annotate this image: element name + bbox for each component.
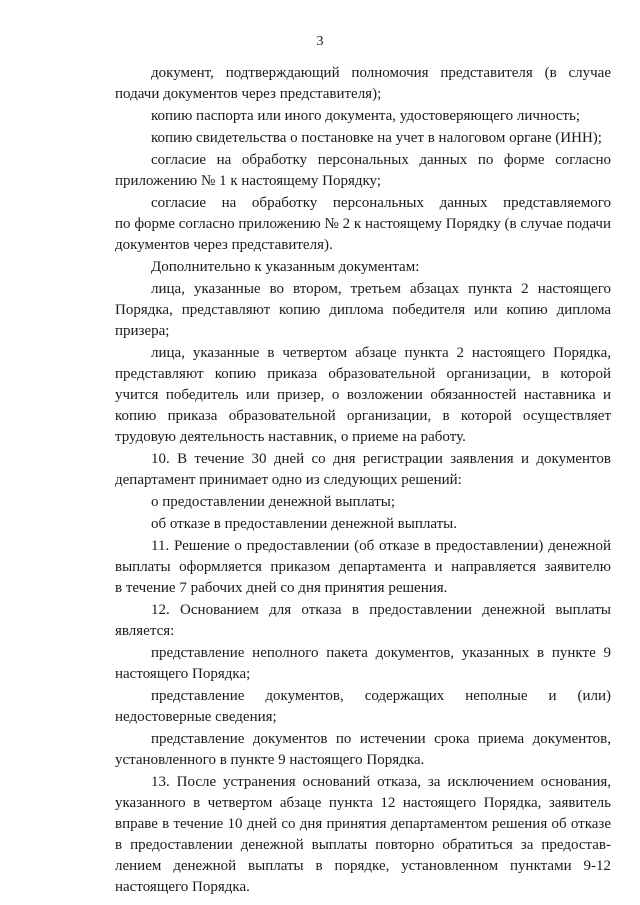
- text-line: указанного в четвертом абзаце пункта 12 настоящего Порядка, заявитель: [115, 795, 611, 811]
- text-line: об отказе в предоставлении денежной выплаты.: [151, 516, 457, 532]
- text-line: в предоставлении денежной выплаты повторно обратиться за предостав-: [115, 837, 611, 853]
- paragraph: [115, 128, 611, 149]
- paragraph: [115, 193, 611, 256]
- paragraph: [115, 106, 611, 127]
- paragraph: [115, 63, 611, 105]
- text-line: 11. Решение о предоставлении (об отказе в предоставлении) денежной: [151, 538, 611, 554]
- text-line: лица, указанные в четвертом абзаце пункта 2 настоящего Порядка,: [151, 345, 611, 361]
- paragraph: [115, 492, 611, 513]
- text-line: приложению № 1 к настоящему Порядку;: [115, 173, 382, 189]
- text-line: копию паспорта или иного документа, удостоверяющего личность;: [151, 108, 581, 124]
- text-line: недостоверные сведения;: [115, 709, 277, 725]
- text-line: учится победитель или призер, о возложении обязанностей наставника и: [115, 387, 611, 403]
- paragraph: [115, 686, 611, 728]
- text-line: настоящего Порядка;: [115, 666, 251, 682]
- text-line: в течение 7 рабочих дней со дня принятия решения.: [115, 580, 448, 596]
- text-line: настоящего Порядка.: [115, 879, 250, 895]
- text-line: выплаты оформляется приказом департамента и направляется заявителю: [115, 559, 611, 575]
- paragraph: [115, 449, 611, 491]
- text-line: вправе в течение 10 дней со дня принятия департаментом решения об отказе: [115, 816, 611, 832]
- text-line: копию свидетельства о постановке на учет в налоговом органе (ИНН);: [151, 130, 602, 146]
- text-line: установленного в пункте 9 настоящего Порядка.: [115, 752, 425, 768]
- text-line: о предоставлении денежной выплаты;: [151, 494, 396, 510]
- text-line: призера;: [115, 323, 170, 339]
- document-body: [115, 63, 611, 898]
- text-line: представление документов по истечении срока приема документов,: [151, 731, 611, 747]
- paragraph: [115, 257, 611, 278]
- paragraph: [115, 536, 611, 599]
- paragraph: [115, 514, 611, 535]
- paragraph: [115, 600, 611, 642]
- text-line: Порядка, представляют копию диплома победителя или копию диплома: [115, 302, 611, 318]
- paragraph: [115, 772, 611, 898]
- text-line: представление документов, содержащих неполные и (или): [151, 688, 611, 704]
- text-line: представление неполного пакета документов, указанных в пункте 9: [151, 645, 611, 661]
- text-line: документов через представителя).: [115, 237, 333, 253]
- paragraph: [115, 729, 611, 771]
- text-line: по форме согласно приложению № 2 к настоящему Порядку (в случае подачи: [115, 216, 611, 232]
- text-line: согласие на обработку персональных данных представляемого: [151, 195, 611, 211]
- paragraph: [115, 150, 611, 192]
- text-line: трудовую деятельность наставник, о приеме на работу.: [115, 429, 466, 445]
- paragraph: [115, 279, 611, 342]
- text-line: департамент принимает одно из следующих решений:: [115, 472, 462, 488]
- text-line: Дополнительно к указанным документам:: [151, 259, 420, 275]
- text-line: подачи документов через представителя);: [115, 86, 382, 102]
- text-line: 12. Основанием для отказа в предоставлении денежной выплаты: [151, 602, 611, 618]
- text-line: лица, указанные во втором, третьем абзацах пункта 2 настоящего: [151, 281, 611, 297]
- text-line: документ, подтверждающий полномочия представителя (в случае: [151, 65, 611, 81]
- text-line: представляют копию приказа образовательной организации, в которой: [115, 366, 611, 382]
- text-line: копию приказа образовательной организации, в которой осуществляет: [115, 408, 611, 424]
- text-line: является:: [115, 623, 175, 639]
- paragraph: [115, 643, 611, 685]
- paragraph: [115, 343, 611, 448]
- text-line: согласие на обработку персональных данных по форме согласно: [151, 152, 611, 168]
- text-line: лением денежной выплаты в порядке, установленном пунктами 9-12: [115, 858, 611, 874]
- text-line: 10. В течение 30 дней со дня регистрации заявления и документов: [151, 451, 611, 467]
- page-number: 3: [316, 34, 324, 49]
- text-line: 13. После устранения оснований отказа, за исключением основания,: [151, 774, 611, 790]
